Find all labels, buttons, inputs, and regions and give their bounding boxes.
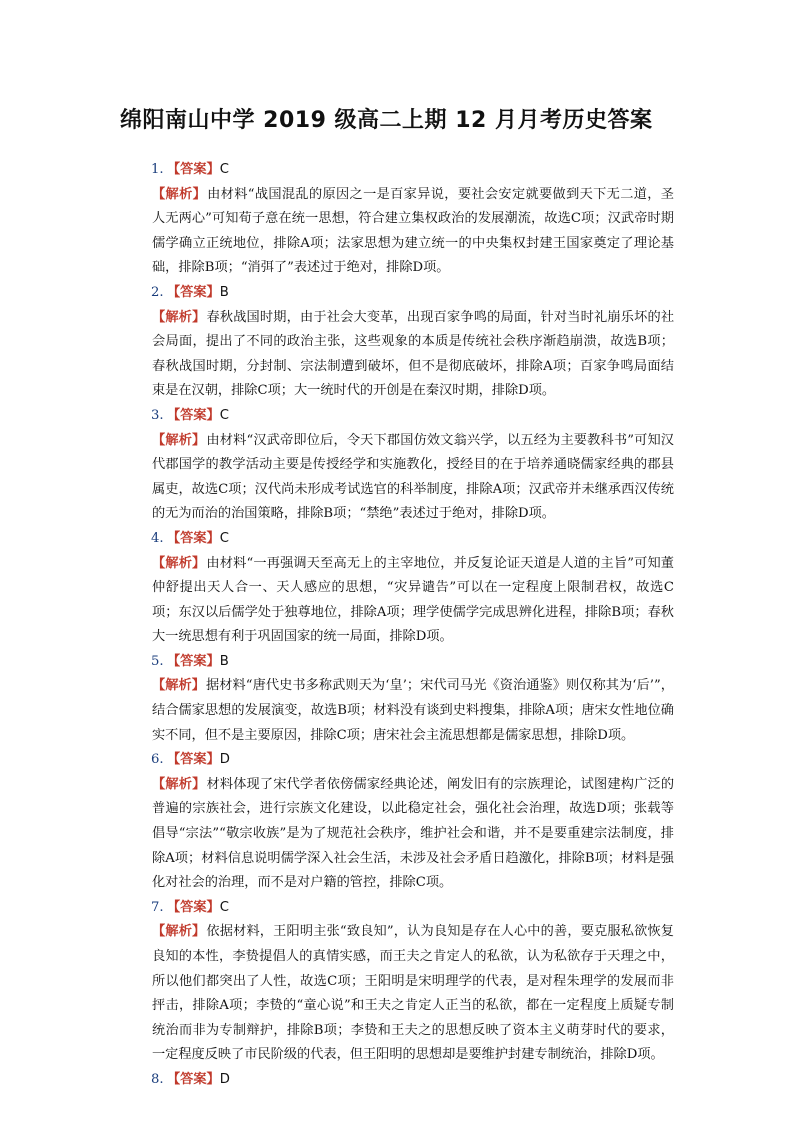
answer-line — [152, 1068, 674, 1093]
question-7 — [152, 896, 674, 1068]
analysis-label: 【解析】 — [152, 309, 206, 325]
page-title: 绵阳南山中学 2019 级高二上期 12 月月考历史答案 — [120, 108, 653, 133]
answer-list — [152, 158, 674, 1093]
analysis-label: 【解析】 — [152, 776, 206, 792]
analysis-text: 春秋战国时期，由于社会大变革，出现百家争鸣的局面，针对当时礼崩乐坏的社会局面，提出了不同的政治主张，这些观象的本质是传统社会秩序渐趋崩溃，故选B项；春秋战国时期，分封制、宗法制遭到破坏，但不是彻底破坏，排除A项；百家争鸣局面结束是在汉朝，排除C项；大一统时代的开创是在秦汉时期，排除D项。 — [152, 309, 675, 399]
answer-line — [152, 527, 674, 552]
question-1 — [152, 158, 674, 281]
analysis-text: 由材料“战国混乱的原因之一是百家异说，要社会安定就要做到天下无二道，圣人无两心”可知荀子意在统一思想，符合建立集权政治的发展潮流，故选C项；汉武帝时期儒学确立正统地位，排除A项；法家思想为建立统一的中央集权封建王国家奠定了理论基础，排除B项；“消弭了”表述过于绝对，排除D项。 — [152, 186, 674, 276]
analysis-paragraph — [152, 183, 674, 281]
answer-line — [152, 650, 674, 675]
question-number: 5. — [151, 653, 164, 669]
answer-label: 【答案】 — [167, 530, 220, 546]
analysis-paragraph — [152, 920, 674, 1068]
answer-label: 【答案】 — [167, 284, 220, 300]
question-number: 1. — [151, 162, 164, 177]
analysis-text: 依据材料，王阳明主张“致良知”，认为良知是存在人心中的善，要克服私欲恢复良知的本性，李贽提倡人的真情实感，而王夫之肯定人的私欲，认为私欲存于天理之中，所以他们都突出了人性，故选C项；王阳明是宋明理学的代表，是对程朱理学的发展而非抨击，排除A项；李贽的“童心说”和王夫之肯定人正当的私欲，都在一定程度上质疑专制统治而非为专制辩护，排除B项；李贽和王夫之的思想反映了资本主义萌芽时代的要求，一定程度反映了市民阶级的代表，但王阳明的思想却是要维护封建专制统治，排除D项。 — [152, 924, 674, 1063]
answer-label: 【答案】 — [167, 1071, 220, 1087]
answer-label: 【答案】 — [167, 899, 220, 915]
answer-line — [152, 404, 674, 429]
analysis-paragraph — [152, 306, 674, 404]
answer-letter: D — [219, 752, 230, 768]
question-number: 8. — [151, 1071, 164, 1087]
analysis-text: 由材料“一再强调天至高无上的主宰地位，并反复论证天道是人道的主旨”可知董仲舒提出天人合一、天人感应的思想，“灾异谴告”可以在一定程度上限制君权，故选C项；东汉以后儒学处于独尊地位，排除A项；理学使儒学完成思辨化进程，排除B项；春秋大一统思想有利于巩固国家的统一局面，排除D项。 — [152, 555, 674, 645]
answer-label: 【答案】 — [167, 752, 220, 768]
analysis-text: 材料体现了宋代学者依傍儒家经典论述，阐发旧有的宗族理论，试图建构广泛的普遍的宗族社会，进行宗族文化建设，以此稳定社会，强化社会治理，故选D项；张载等倡导“宗法”“敬宗收族”是为了规范社会秩序，维护社会和谐，并不是要重建宗法制度，排除A项；材料信息说明儒学深入社会生活，未涉及社会矛盾日趋激化，排除B项；材料是强化对社会的治理，而不是对户籍的管控，排除C项。 — [152, 776, 675, 891]
question-number: 4. — [151, 530, 164, 546]
answer-letter: C — [219, 162, 229, 177]
answer-letter: D — [219, 1071, 230, 1087]
analysis-paragraph — [152, 552, 674, 650]
analysis-paragraph — [152, 773, 674, 896]
question-number: 6. — [151, 752, 164, 768]
question-8 — [152, 1068, 674, 1093]
analysis-text: 由材料“汉武帝即位后，令天下郡国仿效文翁兴学，以五经为主要教科书”可知汉代郡国学的教学活动主要是传授经学和实施教化，授经目的在于培养通晓儒家经典的郡县属吏，故选C项；汉代尚未形成考试选官的科举制度，排除A项；汉武帝并未继承西汉传统的无为而治的治国策略，排除B项；“禁绝”表述过于绝对，排除D项。 — [152, 432, 674, 522]
analysis-label: 【解析】 — [152, 432, 206, 448]
answer-label: 【答案】 — [167, 653, 220, 669]
analysis-paragraph — [152, 429, 674, 527]
answer-letter: C — [219, 530, 229, 546]
question-3 — [152, 404, 674, 527]
analysis-label: 【解析】 — [152, 678, 206, 694]
answer-label: 【答案】 — [167, 407, 220, 423]
question-number: 7. — [151, 899, 164, 915]
analysis-text: 据材料“唐代史书多称武则天为‘皇’；宋代司马光《资治通鉴》则仅称其为‘后’”，结合儒家思想的发展演变，故选B项；材料没有谈到史料搜集，排除A项；唐宋女性地位确实不同，但不是主要原因，排除C项；唐宋社会主流思想都是儒家思想，排除D项。 — [152, 678, 674, 743]
question-6 — [152, 748, 674, 896]
analysis-label: 【解析】 — [152, 555, 206, 571]
analysis-label: 【解析】 — [152, 186, 207, 202]
analysis-paragraph — [152, 674, 674, 748]
answer-letter: B — [219, 653, 229, 669]
question-number: 3. — [151, 407, 164, 423]
answer-letter: C — [219, 899, 229, 915]
answer-letter: B — [219, 284, 229, 300]
answer-line — [152, 896, 674, 921]
answer-line — [152, 158, 674, 183]
question-2 — [152, 281, 674, 404]
answer-line — [152, 748, 674, 773]
question-5 — [152, 650, 674, 748]
analysis-label: 【解析】 — [152, 924, 206, 940]
answer-letter: C — [219, 407, 229, 423]
answer-line — [152, 281, 674, 306]
question-4 — [152, 527, 674, 650]
answer-label: 【答案】 — [167, 162, 220, 177]
question-number: 2. — [151, 284, 164, 300]
